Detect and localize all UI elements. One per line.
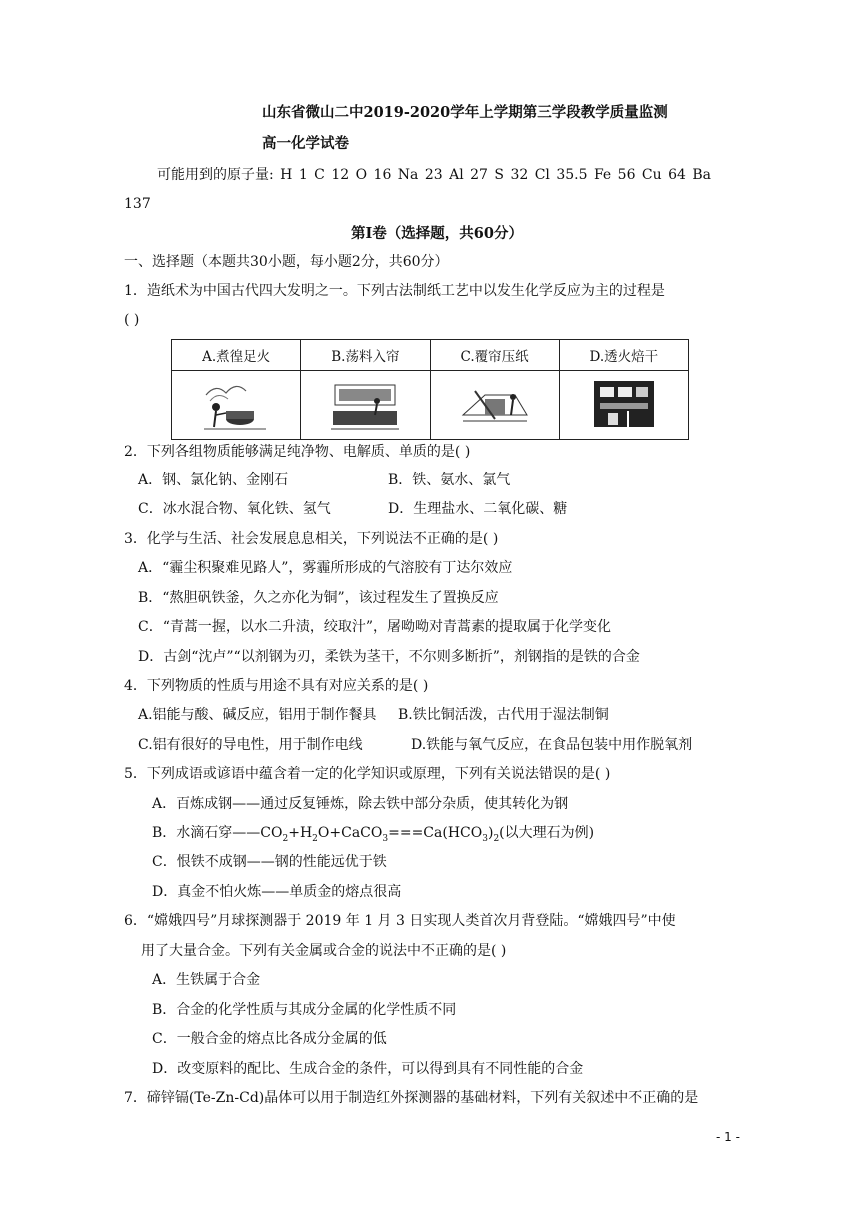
q6-option-c: C．一般合金的熔点比各成分金属的低 [152,1031,387,1047]
subscript: 3 [382,833,389,844]
q3-option-c: C．“青蒿一握，以水二升渍，绞取汁”，屠呦呦对青蒿素的提取属于化学变化 [138,619,612,635]
q3-option-b: B．“熬胆矾铁釜，久之亦化为铜”，该过程发生了置换反应 [138,590,499,606]
q1-process-table [171,339,689,439]
boiling-illustration [196,375,276,435]
q5-option-b-text-5: ) [487,825,494,841]
q2-option-c: C．冰水混合物、氧化铁、氢气 [138,501,331,517]
subscript: 2 [282,833,289,844]
q4-stem: 4．下列物质的性质与用途不具有对应关系的是( ) [124,678,429,694]
part-title: 第Ⅰ卷（选择题，共60分） [351,225,523,242]
q4-option-c: C.铝有很好的导电性，用于制作电线 [138,737,363,753]
q6-option-b: B．合金的化学性质与其成分金属的化学性质不同 [152,1002,457,1018]
subscript: 2 [312,833,318,844]
q5-option-d: D．真金不怕火炼——单质金的熔点很高 [152,884,402,900]
q1-bracket: ( ) [124,312,140,328]
q3-stem: 3．化学与生活、社会发展息息相关，下列说法不正确的是( ) [124,531,499,547]
q1-image-b [301,371,430,440]
exam-subtitle: 高一化学试卷 [262,135,349,152]
page-number: - 1 - [716,1130,740,1144]
q1-header-d: D.透火焙干 [559,340,688,371]
q3-option-a: A．“霾尘积聚难见路人”，雾霾所形成的气溶胶有丁达尔效应 [138,560,513,576]
q5-option-a: A．百炼成钢——通过反复锤炼，除去铁中部分杂质，使其转化为钢 [152,796,569,812]
pulp-vat-illustration [325,375,405,435]
atomic-masses-line2: 137 [124,196,151,212]
q5-stem: 5．下列成语或谚语中蕴含着一定的化学知识或原理，下列有关说法错误的是( ) [124,766,611,782]
q2-option-d: D．生理盐水、二氧化碳、糖 [388,501,568,517]
q5-option-c: C．恨铁不成钢——钢的性能远优于铁 [152,854,387,870]
q1-image-a [172,371,301,440]
atomic-masses-line1: 可能用到的原子量: H 1 C 12 O 16 Na 23 Al 27 S 32 Cl 35.5 Fe 56 Cu 64 Ba [157,167,712,183]
q1-image-d [559,371,688,440]
q4-option-d: D.铁能与氧气反应，在食品包装中用作脱氧剂 [411,737,693,753]
drying-wall-illustration [584,375,664,435]
q6-option-a: A．生铁属于合金 [152,972,261,988]
q6-stem-line2: 用了大量合金。下列有关金属或合金的说法中不正确的是( ) [141,943,507,959]
q5-option-b-text-3: O+CaCO [317,825,383,841]
q1-header-a: A.煮徨足火 [172,340,301,371]
q5-option-b-text-2: +H [288,825,313,841]
q6-stem-line1: 6．“嫦娥四号”月球探测器于 2019 年 1 月 3 日实现人类首次月背登陆。“嫦娥四号”中使 [124,913,676,929]
section-header: 一、选择题（本题共30小题，每小题2分，共60分） [124,254,449,270]
exam-title: 山东省微山二中2019-2020学年上学期第三学段教学质量监测 [262,104,668,121]
press-illustration [455,375,535,435]
subscript: 2 [493,833,500,844]
q5-option-b-text-1: B．水滴石穿——CO [152,825,283,841]
q2-stem: 2．下列各组物质能够满足纯净物、电解质、单质的是( ) [124,444,471,460]
q1-image-c [430,371,559,440]
q5-option-b-text-4: ===Ca(HCO [388,825,483,841]
q4-option-b: B.铁比铜活泼，古代用于湿法制铜 [398,707,609,723]
q6-option-d: D．改变原料的配比、生成合金的条件，可以得到具有不同性能的合金 [152,1061,584,1077]
q2-option-a: A．钢、氯化钠、金刚石 [138,472,289,488]
q5-option-b-text-6: (以大理石为例) [499,825,595,841]
q2-option-b: B．铁、氨水、氯气 [388,472,511,488]
q1-header-b: B.荡料入帘 [301,340,430,371]
q3-option-d: D．古剑“沈卢”“以剂钢为刃，柔铁为茎干，不尔则多断折”，剂钢指的是铁的合金 [138,649,640,665]
q1-stem: 1．造纸术为中国古代四大发明之一。下列古法制纸工艺中以发生化学反应为主的过程是 [124,283,665,299]
subscript: 3 [482,833,488,844]
q4-option-a: A.铝能与酸、碱反应，铝用于制作餐具 [138,707,377,723]
q5-option-b [152,824,594,848]
q7-stem: 7．碲锌镉(Te-Zn-Cd)晶体可以用于制造红外探测器的基础材料，下列有关叙述中不正确的是 [124,1090,699,1106]
q1-header-c: C.覆帘压纸 [430,340,559,371]
